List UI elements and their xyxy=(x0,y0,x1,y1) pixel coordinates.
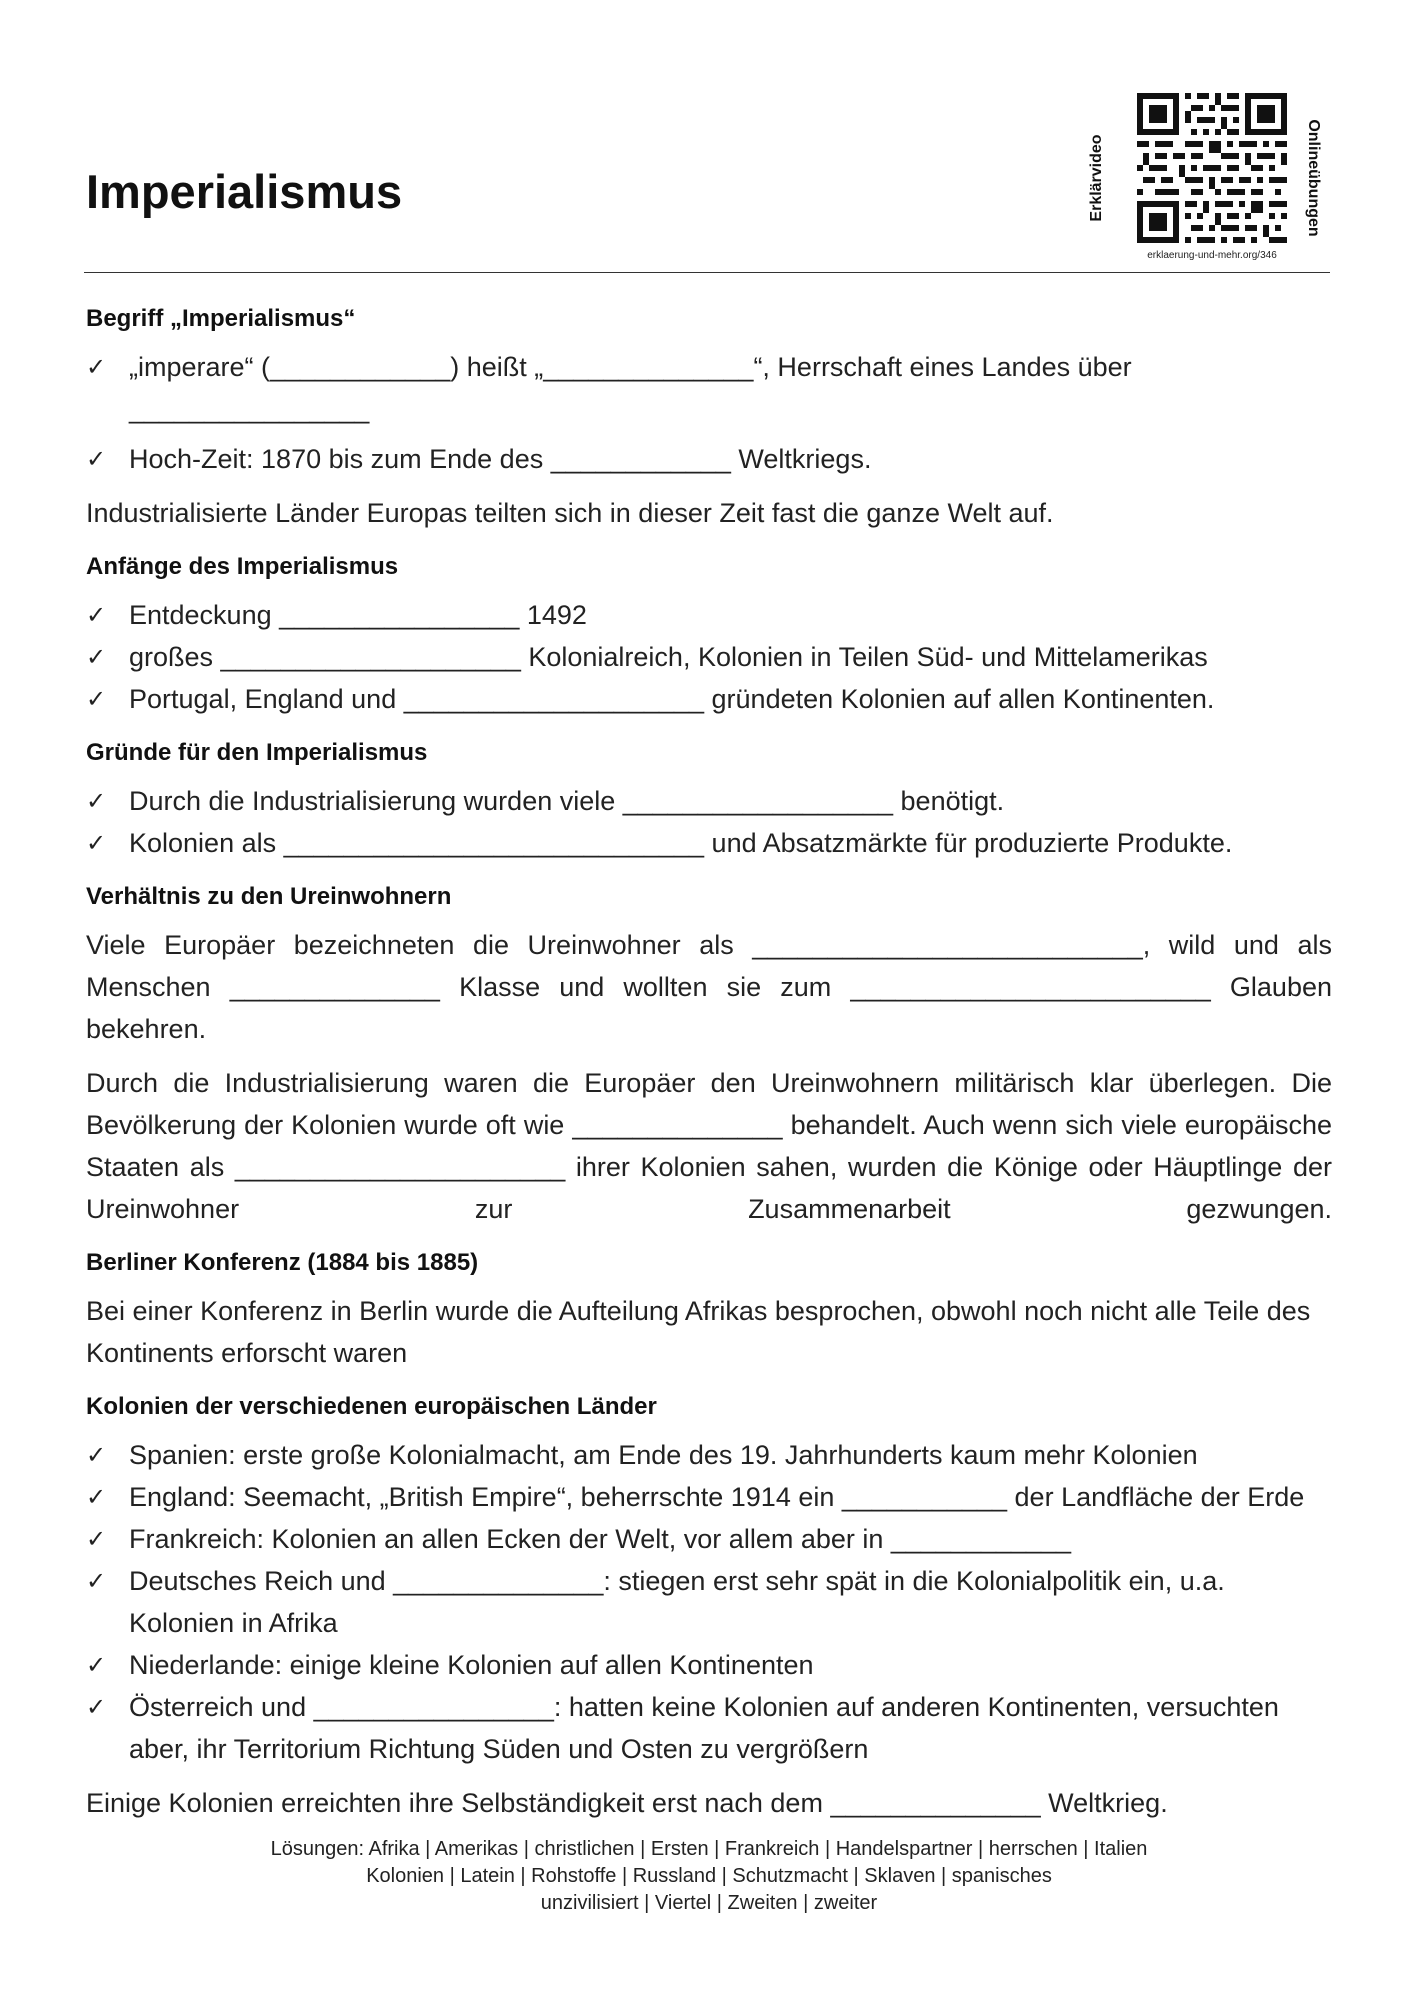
checkmark-icon: ✓ xyxy=(86,787,107,815)
solutions-line: unzivilisiert | Viertel | Zweiten | zweiter xyxy=(540,1892,878,1914)
paragraph: Einige Kolonien erreichten ihre Selbständigkeit erst nach dem ______________ Weltkrieg. xyxy=(86,1788,1168,1818)
list-item xyxy=(86,438,1332,480)
section-heading: Anfänge des Imperialismus xyxy=(86,553,399,580)
list-item xyxy=(86,822,1332,864)
list-item-text: Frankreich: Kolonien an allen Ecken der Welt, vor allem aber in ____________ xyxy=(129,1524,1072,1554)
list-item-text: Entdeckung ________________ 1492 xyxy=(129,600,587,630)
checkmark-icon: ✓ xyxy=(86,1567,107,1595)
section-heading: Begriff „Imperialismus“ xyxy=(86,305,356,332)
section-anfaenge xyxy=(86,548,1332,720)
list-item xyxy=(86,1686,1332,1770)
header-divider xyxy=(84,272,1330,273)
checkmark-icon: ✓ xyxy=(86,643,107,671)
checkmark-icon: ✓ xyxy=(86,685,107,713)
list-item-text: Hoch-Zeit: 1870 bis zum Ende des ____________ Weltkriegs. xyxy=(129,444,872,474)
list-item xyxy=(86,636,1332,678)
paragraph: Viele Europäer bezeichneten die Ureinwohner als __________________________, wild und als Menschen ______________ Klasse und wollten sie zum ________________________ Glauben bekehren. xyxy=(86,930,1332,1044)
list-item xyxy=(86,678,1332,720)
section-verhaeltnis xyxy=(86,878,1332,1230)
checkmark-icon: ✓ xyxy=(86,1525,107,1553)
qr-right-label: Onlineübungen xyxy=(1305,119,1322,237)
checkmark-icon: ✓ xyxy=(86,829,107,857)
list-item xyxy=(86,1434,1332,1476)
section-heading: Kolonien der verschiedenen europäischen Länder xyxy=(86,1393,657,1420)
section-gruende xyxy=(86,734,1332,864)
section-heading: Berliner Konferenz (1884 bis 1885) xyxy=(86,1249,479,1276)
checkmark-icon: ✓ xyxy=(86,445,107,473)
paragraph: Bei einer Konferenz in Berlin wurde die Aufteilung Afrikas besprochen, obwohl noch nicht alle Teile des Kontinents erforscht waren xyxy=(86,1296,1311,1368)
list-item xyxy=(86,1518,1332,1560)
list-item-text: Durch die Industrialisierung wurden viele __________________ benötigt. xyxy=(129,786,1005,816)
paragraph: Durch die Industrialisierung waren die Europäer den Ureinwohnern militärisch klar überlegen. Die Bevölkerung der Kolonien wurde oft wie ______________ behandelt. Auch wenn sich viele europäische Staaten als ______________________ ihrer Kolonien sahen, wurden die Könige oder Häuptlinge der Ureinwohner zur Zusammenarbeit gezwungen. xyxy=(86,1068,1332,1224)
list-item xyxy=(86,1476,1332,1518)
section-begriff xyxy=(86,300,1332,534)
page-title: Imperialismus xyxy=(86,165,403,218)
list-item xyxy=(86,594,1332,636)
list-item-text: großes ____________________ Kolonialreich, Kolonien in Teilen Süd- und Mittelamerikas xyxy=(129,642,1208,672)
paragraph: Industrialisierte Länder Europas teilten sich in dieser Zeit fast die ganze Welt auf. xyxy=(86,498,1054,528)
list-item-text: Spanien: erste große Kolonialmacht, am Ende des 19. Jahrhunderts kaum mehr Kolonien xyxy=(129,1440,1198,1470)
checkmark-icon: ✓ xyxy=(86,601,107,629)
list-item-text: Kolonien als ____________________________ und Absatzmärkte für produzierte Produkte. xyxy=(129,828,1233,858)
checkmark-icon: ✓ xyxy=(86,1651,107,1679)
qr-code-icon[interactable] xyxy=(1137,93,1287,243)
qr-url: erklaerung-und-mehr.org/346 xyxy=(1147,250,1277,261)
worksheet-content xyxy=(86,300,1332,1838)
list-item-text: „imperare“ (____________) heißt „______________“, Herrschaft eines Landes über ________________ xyxy=(129,352,1132,424)
qr-left-label: Erklärvideo xyxy=(1088,134,1105,222)
list-item xyxy=(86,780,1332,822)
list-item xyxy=(86,346,1332,430)
qr-block xyxy=(1085,88,1330,268)
section-berliner xyxy=(86,1244,1332,1374)
list-item-text: England: Seemacht, „British Empire“, beherrschte 1914 ein ___________ der Landfläche der Erde xyxy=(129,1482,1305,1512)
list-item xyxy=(86,1560,1332,1644)
solutions-box xyxy=(86,1836,1332,1917)
section-heading: Gründe für den Imperialismus xyxy=(86,739,428,766)
checkmark-icon: ✓ xyxy=(86,1441,107,1469)
checkmark-icon: ✓ xyxy=(86,353,107,381)
list-item xyxy=(86,1644,1332,1686)
list-item-text: Niederlande: einige kleine Kolonien auf allen Kontinenten xyxy=(129,1650,814,1680)
solutions-line: Kolonien | Latein | Rohstoffe | Russland | Schutzmacht | Sklaven | spanisches xyxy=(366,1865,1052,1887)
section-kolonien xyxy=(86,1388,1332,1824)
list-item-text: Deutsches Reich und ______________: stiegen erst sehr spät in die Kolonialpolitik ein, u.a. Kolonien in Afrika xyxy=(129,1566,1225,1638)
solutions-line: Lösungen: Afrika | Amerikas | christlichen | Ersten | Frankreich | Handelspartner | herrschen | Italien xyxy=(270,1838,1148,1860)
checkmark-icon: ✓ xyxy=(86,1693,107,1721)
section-heading: Verhältnis zu den Ureinwohnern xyxy=(86,883,452,910)
list-item-text: Österreich und ________________: hatten keine Kolonien auf anderen Kontinenten, versuchten aber, ihr Territorium Richtung Süden und Osten zu vergrößern xyxy=(129,1692,1279,1764)
checkmark-icon: ✓ xyxy=(86,1483,107,1511)
list-item-text: Portugal, England und ____________________ gründeten Kolonien auf allen Kontinenten. xyxy=(129,684,1215,714)
